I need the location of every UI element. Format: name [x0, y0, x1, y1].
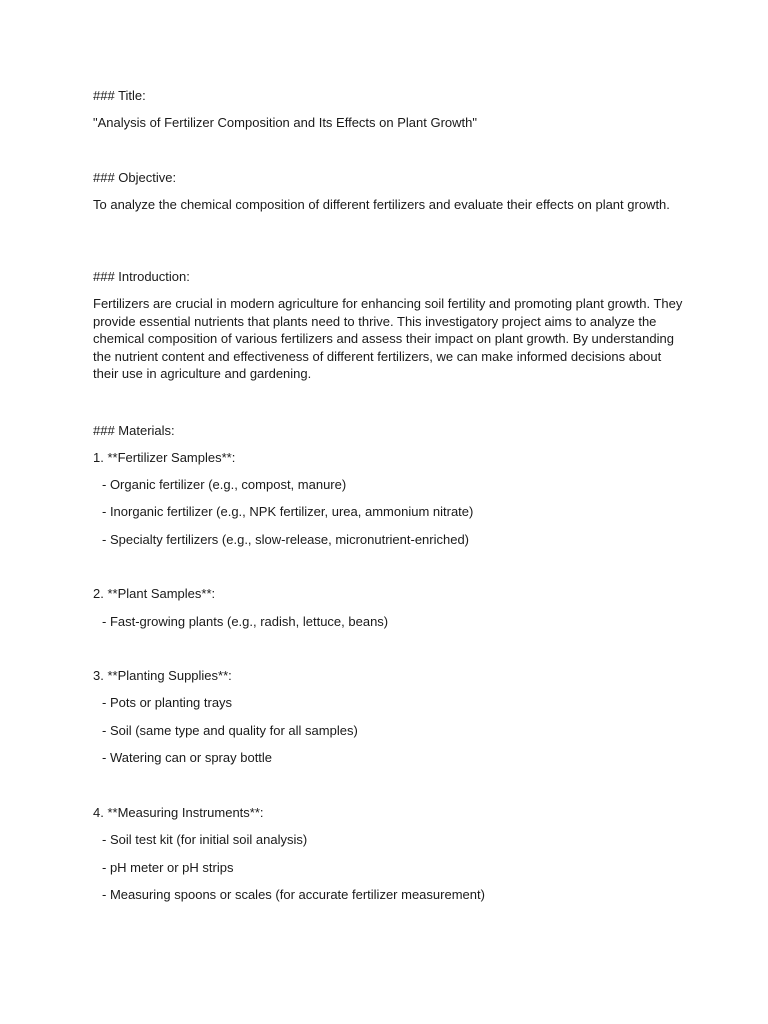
introduction-heading: ### Introduction:: [93, 269, 190, 284]
materials-list-item: - Watering can or spray bottle: [102, 750, 273, 765]
introduction-text: Fertilizers are crucial in modern agriculture for enhancing soil fertility and promoting plant growth. They provide essential nutrients that plants need to thrive. This investigatory project aims to analyze the chemical composition of various fertilizers and assess their impact on plant growth. By understanding the nutrient content and effectiveness of different fertilizers, we can make informed decisions about their use in agriculture and gardening.: [93, 296, 683, 382]
title-heading: ### Title:: [93, 88, 146, 103]
materials-list-item: - Soil test kit (for initial soil analysis): [102, 832, 308, 847]
materials-list-item: - Specialty fertilizers (e.g., slow-release, micronutrient-enriched): [102, 532, 470, 547]
materials-group-heading: 2. **Plant Samples**:: [93, 586, 216, 601]
materials-list-item: - Organic fertilizer (e.g., compost, manure): [102, 477, 347, 492]
materials-group-heading: 3. **Planting Supplies**:: [93, 668, 232, 683]
materials-list-item: - Pots or planting trays: [102, 695, 233, 710]
objective-heading: ### Objective:: [93, 170, 177, 185]
materials-group-heading: 4. **Measuring Instruments**:: [93, 805, 264, 820]
materials-group-heading: 1. **Fertilizer Samples**:: [93, 450, 236, 465]
materials-list-item: - Inorganic fertilizer (e.g., NPK fertilizer, urea, ammonium nitrate): [102, 504, 474, 519]
materials-list-item: - pH meter or pH strips: [102, 860, 234, 875]
materials-list-item: - Fast-growing plants (e.g., radish, lettuce, beans): [102, 614, 389, 629]
document-title: "Analysis of Fertilizer Composition and Its Effects on Plant Growth": [93, 115, 477, 130]
objective-text: To analyze the chemical composition of different fertilizers and evaluate their effects on plant growth.: [93, 197, 670, 212]
materials-list-item: - Soil (same type and quality for all samples): [102, 723, 358, 738]
materials-heading: ### Materials:: [93, 423, 175, 438]
materials-list-item: - Measuring spoons or scales (for accurate fertilizer measurement): [102, 887, 485, 902]
